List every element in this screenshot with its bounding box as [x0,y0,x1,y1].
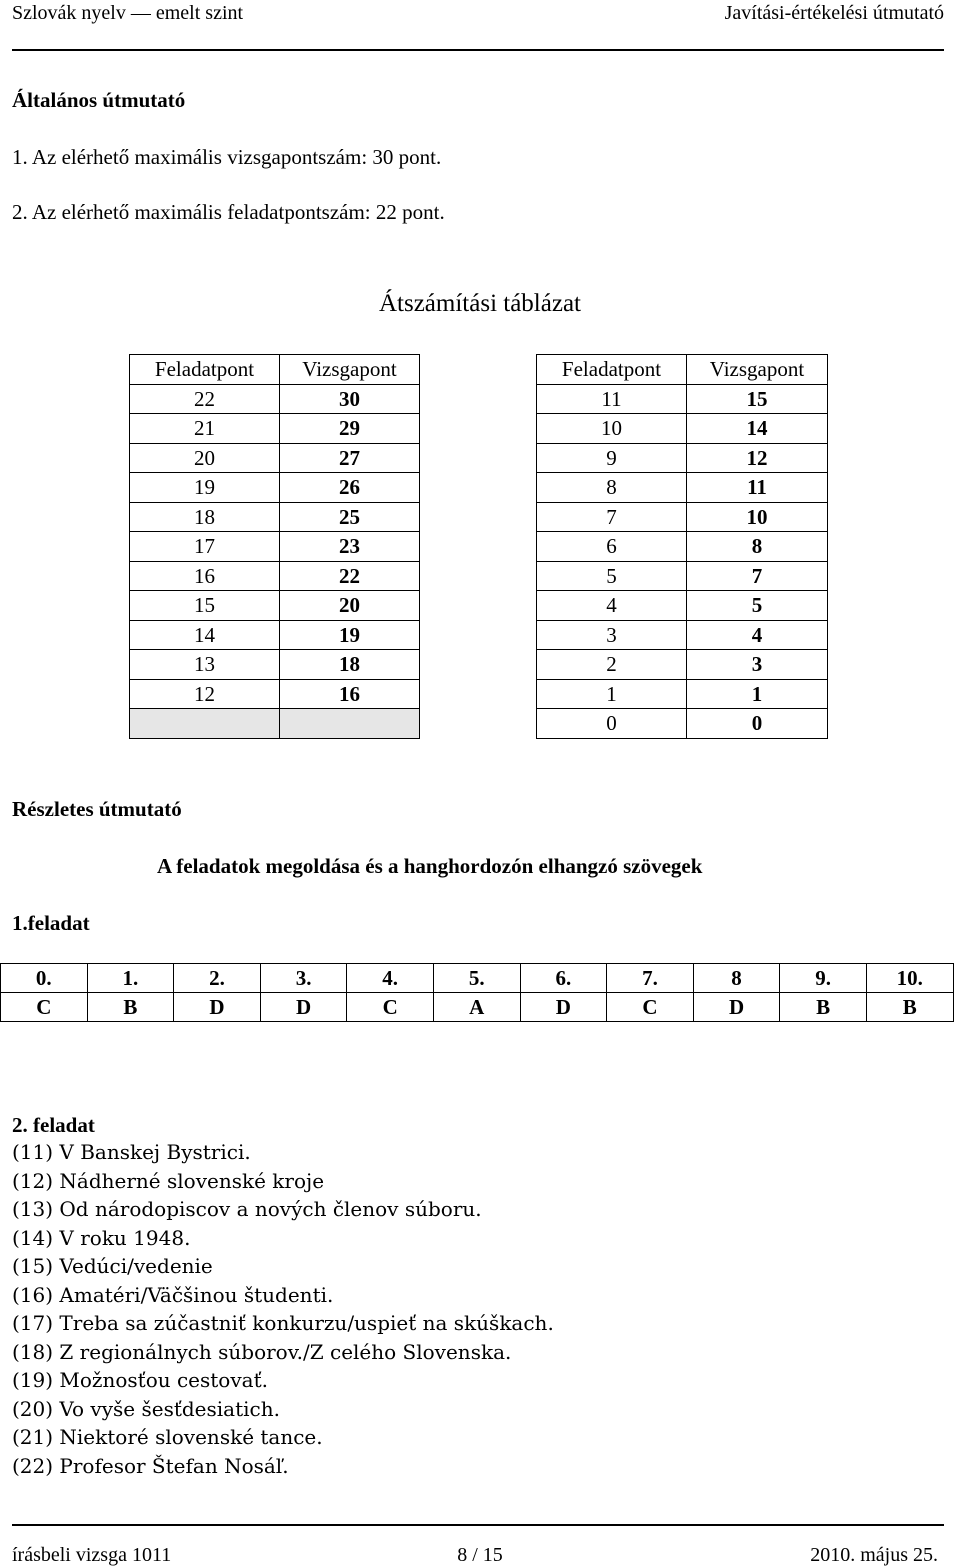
table-row [537,650,828,680]
list-item: (11) V Banskej Bystrici. [12,1140,251,1164]
task-points-cell: 14 [130,620,280,650]
table-row [130,473,420,503]
task1-answer: D [174,993,261,1022]
exam-points-cell: 26 [280,473,420,503]
table-row [130,414,420,444]
task1-answer: B [780,993,867,1022]
task1-answers-table [0,963,954,1022]
exam-points-cell: 27 [280,443,420,473]
exam-points-cell: 0 [687,709,828,739]
table-row [537,709,828,739]
task1-item-number: 3. [260,964,347,993]
column-header-exam-points: Vizsgapont [687,355,828,385]
empty-shaded-cell [130,709,280,739]
task-points-cell: 20 [130,443,280,473]
conversion-table-right [536,354,828,739]
list-item: (15) Vedúci/vedenie [12,1254,213,1278]
list-item: (13) Od národopiscov a nových členov súboru. [12,1197,482,1221]
exam-points-cell: 4 [687,620,828,650]
exam-points-cell: 8 [687,532,828,562]
task-points-cell: 6 [537,532,687,562]
task1-item-number: 0. [1,964,88,993]
task1-answer: C [607,993,694,1022]
task1-item-number: 5. [433,964,520,993]
task-points-cell: 7 [537,502,687,532]
list-item: (21) Niektoré slovenské tance. [12,1425,323,1449]
header-doc-type: Javítási-értékelési útmutató [724,2,944,24]
task1-answer: D [520,993,607,1022]
footer-page-number: 8 / 15 [457,1544,503,1566]
list-item: (18) Z regionálnych súborov./Z celého Slovenska. [12,1339,512,1364]
table-row [130,591,420,621]
list-item: (12) Nádherné slovenské kroje [12,1168,325,1193]
exam-points-cell: 12 [687,443,828,473]
task1-item-number: 10. [866,964,953,993]
task1-item-number: 9. [780,964,867,993]
table-row [130,561,420,591]
task-points-cell: 2 [537,650,687,680]
detailed-title: Részletes útmutató [12,797,182,821]
task-points-cell: 15 [130,591,280,621]
task1-item-number: 1. [87,964,174,993]
table-row [130,679,420,709]
task-points-cell: 3 [537,620,687,650]
task1-answer: D [693,993,780,1022]
footer-rule [12,1524,944,1526]
table-row [537,532,828,562]
exam-points-cell: 20 [280,591,420,621]
list-item: (19) Možnosťou cestovať. [12,1368,268,1392]
table-row [537,561,828,591]
list-item: (22) Profesor Štefan Nosáľ. [12,1453,289,1478]
exam-points-cell: 29 [280,414,420,444]
table-header-row [130,355,420,385]
table-row [130,443,420,473]
table-row [537,620,828,650]
header-rule [12,49,944,51]
table-row [130,502,420,532]
task-points-cell: 5 [537,561,687,591]
footer-exam-code: írásbeli vizsga 1011 [12,1544,172,1566]
table-row [130,620,420,650]
exam-points-cell: 14 [687,414,828,444]
task-points-cell: 8 [537,473,687,503]
header-subject: Szlovák nyelv — emelt szint [12,2,244,24]
exam-points-cell: 15 [687,384,828,414]
task-points-cell: 17 [130,532,280,562]
table-row [537,679,828,709]
task-points-cell: 22 [130,384,280,414]
exam-points-cell: 23 [280,532,420,562]
task-points-cell: 19 [130,473,280,503]
task1-item-number: 7. [607,964,694,993]
conversion-title: Átszámítási táblázat [378,290,581,317]
task1-answer-row [1,993,954,1022]
task1-number-row [1,964,954,993]
exam-points-cell: 18 [280,650,420,680]
task1-answer: B [87,993,174,1022]
general-item-2: 2. Az elérhető maximális feladatpontszám: 22 pont. [12,200,445,224]
column-header-task-points: Feladatpont [130,355,280,385]
task1-answer: C [347,993,434,1022]
column-header-task-points: Feladatpont [537,355,687,385]
task-points-cell: 4 [537,591,687,621]
footer-date: 2010. május 25. [810,1544,938,1566]
list-item: (16) Amatéri/Väčšinou študenti. [12,1282,334,1307]
task1-answer: D [260,993,347,1022]
table-row [130,650,420,680]
exam-points-cell: 30 [280,384,420,414]
task1-answer: B [866,993,953,1022]
list-item: (20) Vo vyše šesťdesiatich. [12,1396,280,1421]
exam-points-cell: 25 [280,502,420,532]
task-points-cell: 21 [130,414,280,444]
task-points-cell: 1 [537,679,687,709]
task-points-cell: 12 [130,679,280,709]
conversion-table-left [129,354,420,739]
detailed-subtitle: A feladatok megoldása és a hanghordozón elhangzó szövegek [157,854,703,878]
list-item: (14) V roku 1948. [12,1225,191,1250]
table-row [130,384,420,414]
exam-points-cell: 3 [687,650,828,680]
table-row [537,414,828,444]
exam-points-cell: 5 [687,591,828,621]
empty-shaded-cell [280,709,420,739]
general-title: Általános útmutató [12,88,186,112]
exam-points-cell: 22 [280,561,420,591]
table-row [537,443,828,473]
task-points-cell: 18 [130,502,280,532]
table-row [537,473,828,503]
task1-answer: A [433,993,520,1022]
task1-label: 1.feladat [12,911,90,935]
task-points-cell: 0 [537,709,687,739]
task1-item-number: 4. [347,964,434,993]
exam-points-cell: 19 [280,620,420,650]
table-row [537,384,828,414]
task-points-cell: 13 [130,650,280,680]
table-header-row [537,355,828,385]
task2-label: 2. feladat [12,1113,95,1137]
exam-points-cell: 10 [687,502,828,532]
table-row [537,591,828,621]
task-points-cell: 10 [537,414,687,444]
exam-points-cell: 1 [687,679,828,709]
task1-item-number: 8 [693,964,780,993]
exam-points-cell: 7 [687,561,828,591]
table-row [130,532,420,562]
table-row [537,502,828,532]
table-row-empty [130,709,420,739]
list-item: (17) Treba sa zúčastniť konkurzu/uspieť na skúškach. [12,1311,554,1335]
task-points-cell: 9 [537,443,687,473]
general-item-1: 1. Az elérhető maximális vizsgapontszám: 30 pont. [12,145,442,169]
task-points-cell: 11 [537,384,687,414]
task1-item-number: 2. [174,964,261,993]
column-header-exam-points: Vizsgapont [280,355,420,385]
task1-item-number: 6. [520,964,607,993]
exam-points-cell: 16 [280,679,420,709]
exam-points-cell: 11 [687,473,828,503]
task-points-cell: 16 [130,561,280,591]
task1-answer: C [1,993,88,1022]
